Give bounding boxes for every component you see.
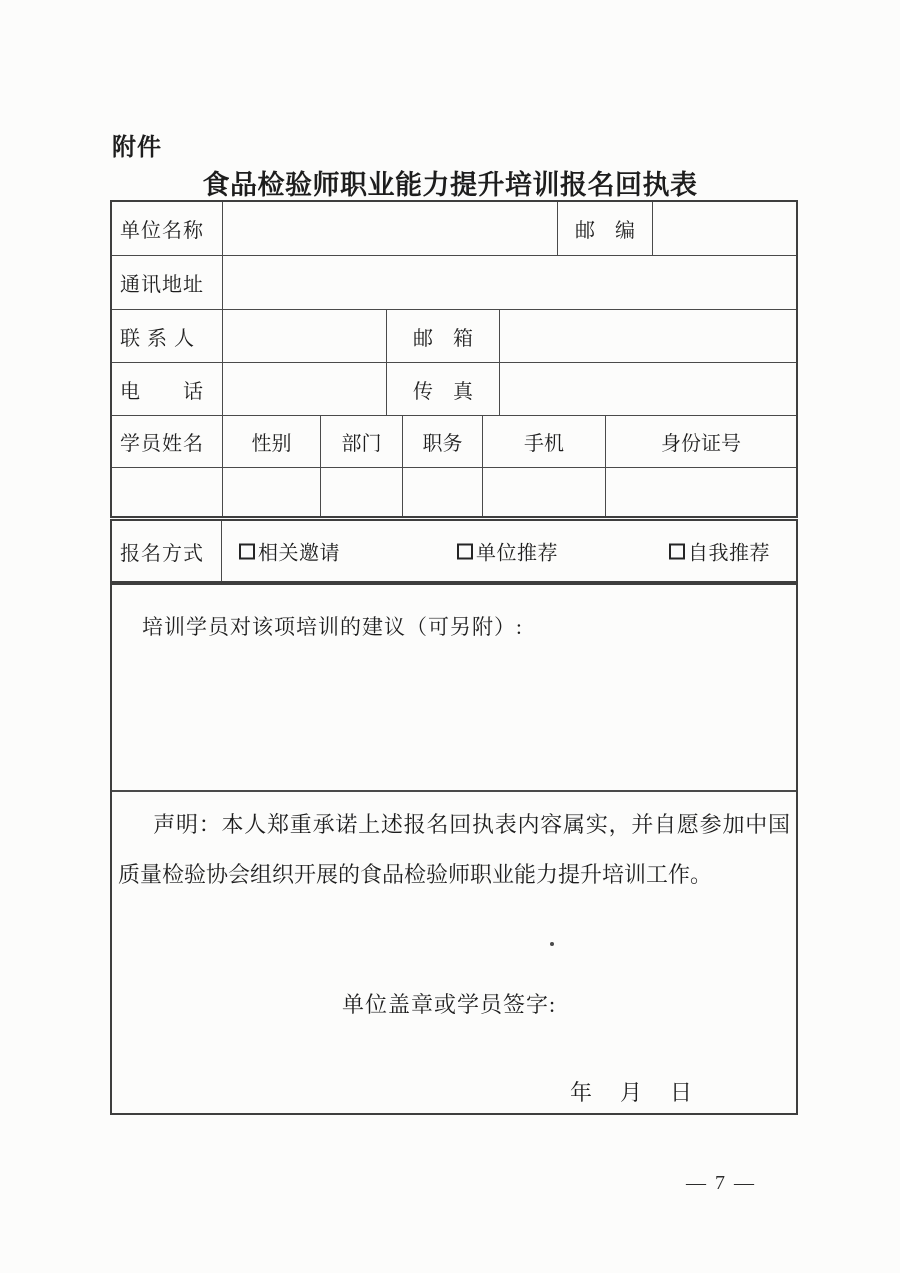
id-number-cell bbox=[605, 468, 796, 516]
department-cell bbox=[320, 468, 402, 516]
attachment-label: 附件 bbox=[112, 134, 162, 161]
contact-label: 联 系 人 bbox=[120, 327, 195, 350]
option-invitation-label: 相关邀请 bbox=[258, 542, 340, 565]
department-header: 部门 bbox=[320, 416, 402, 467]
position-cell bbox=[402, 468, 482, 516]
trainee-name-cell bbox=[112, 468, 222, 516]
phone-cell bbox=[222, 363, 386, 415]
postal-code-label: 邮 编 bbox=[557, 202, 652, 255]
declaration-area bbox=[112, 792, 796, 1113]
position-header: 职务 bbox=[402, 416, 482, 467]
option-unit-recommendation-label: 单位推荐 bbox=[476, 542, 558, 565]
row-trainee-empty bbox=[112, 467, 796, 516]
mobile-cell bbox=[482, 468, 605, 516]
option-self-recommendation-label: 自我推荐 bbox=[688, 542, 770, 565]
id-number-header: 身份证号 bbox=[605, 416, 796, 467]
registration-method-label: 报名方式 bbox=[112, 521, 222, 581]
postal-code-cell bbox=[652, 202, 796, 255]
row-contact bbox=[112, 309, 796, 362]
unit-name-cell bbox=[222, 202, 557, 255]
mobile-header: 手机 bbox=[482, 416, 605, 467]
row-address bbox=[112, 255, 796, 309]
form-table-top bbox=[110, 200, 798, 518]
checkbox-icon bbox=[669, 543, 685, 559]
row-unit-name bbox=[112, 202, 796, 255]
row-trainee-header bbox=[112, 415, 796, 467]
row-phone bbox=[112, 362, 796, 415]
declaration-text: 声明：本人郑重承诺上述报名回执表内容属实，并自愿参加中国质量检验协会组织开展的食品检验师职业能力提升培训工作。 bbox=[118, 812, 790, 887]
option-unit-recommendation bbox=[457, 537, 558, 566]
date-line: 年 月 日 bbox=[570, 1080, 696, 1105]
fax-cell bbox=[499, 363, 796, 415]
page-number: — 7 — bbox=[686, 1172, 756, 1194]
address-label: 通讯地址 bbox=[120, 274, 204, 296]
scan-speck bbox=[550, 942, 554, 946]
checkbox-icon bbox=[239, 543, 255, 559]
suggestion-label: 培训学员对该项培训的建议（可另附）: bbox=[142, 615, 523, 639]
fax-label: 传 真 bbox=[386, 363, 499, 415]
checkbox-icon bbox=[457, 543, 473, 559]
trainee-name-header: 学员姓名 bbox=[120, 433, 204, 455]
gender-header: 性别 bbox=[222, 416, 320, 467]
option-invitation bbox=[239, 537, 340, 566]
contact-cell bbox=[222, 310, 386, 362]
email-label: 邮 箱 bbox=[386, 310, 499, 362]
registration-options bbox=[222, 521, 796, 581]
form-title: 食品检验师职业能力提升培训报名回执表 bbox=[202, 170, 698, 200]
form-table-bottom bbox=[110, 583, 798, 1115]
unit-name-label: 单位名称 bbox=[120, 220, 204, 242]
phone-label: 电 话 bbox=[120, 380, 204, 403]
suggestion-area bbox=[112, 585, 796, 792]
registration-method-row bbox=[110, 519, 798, 583]
signature-label: 单位盖章或学员签字: bbox=[342, 992, 557, 1017]
address-cell bbox=[222, 256, 796, 309]
email-cell bbox=[499, 310, 796, 362]
gender-cell bbox=[222, 468, 320, 516]
option-self-recommendation bbox=[669, 537, 770, 566]
